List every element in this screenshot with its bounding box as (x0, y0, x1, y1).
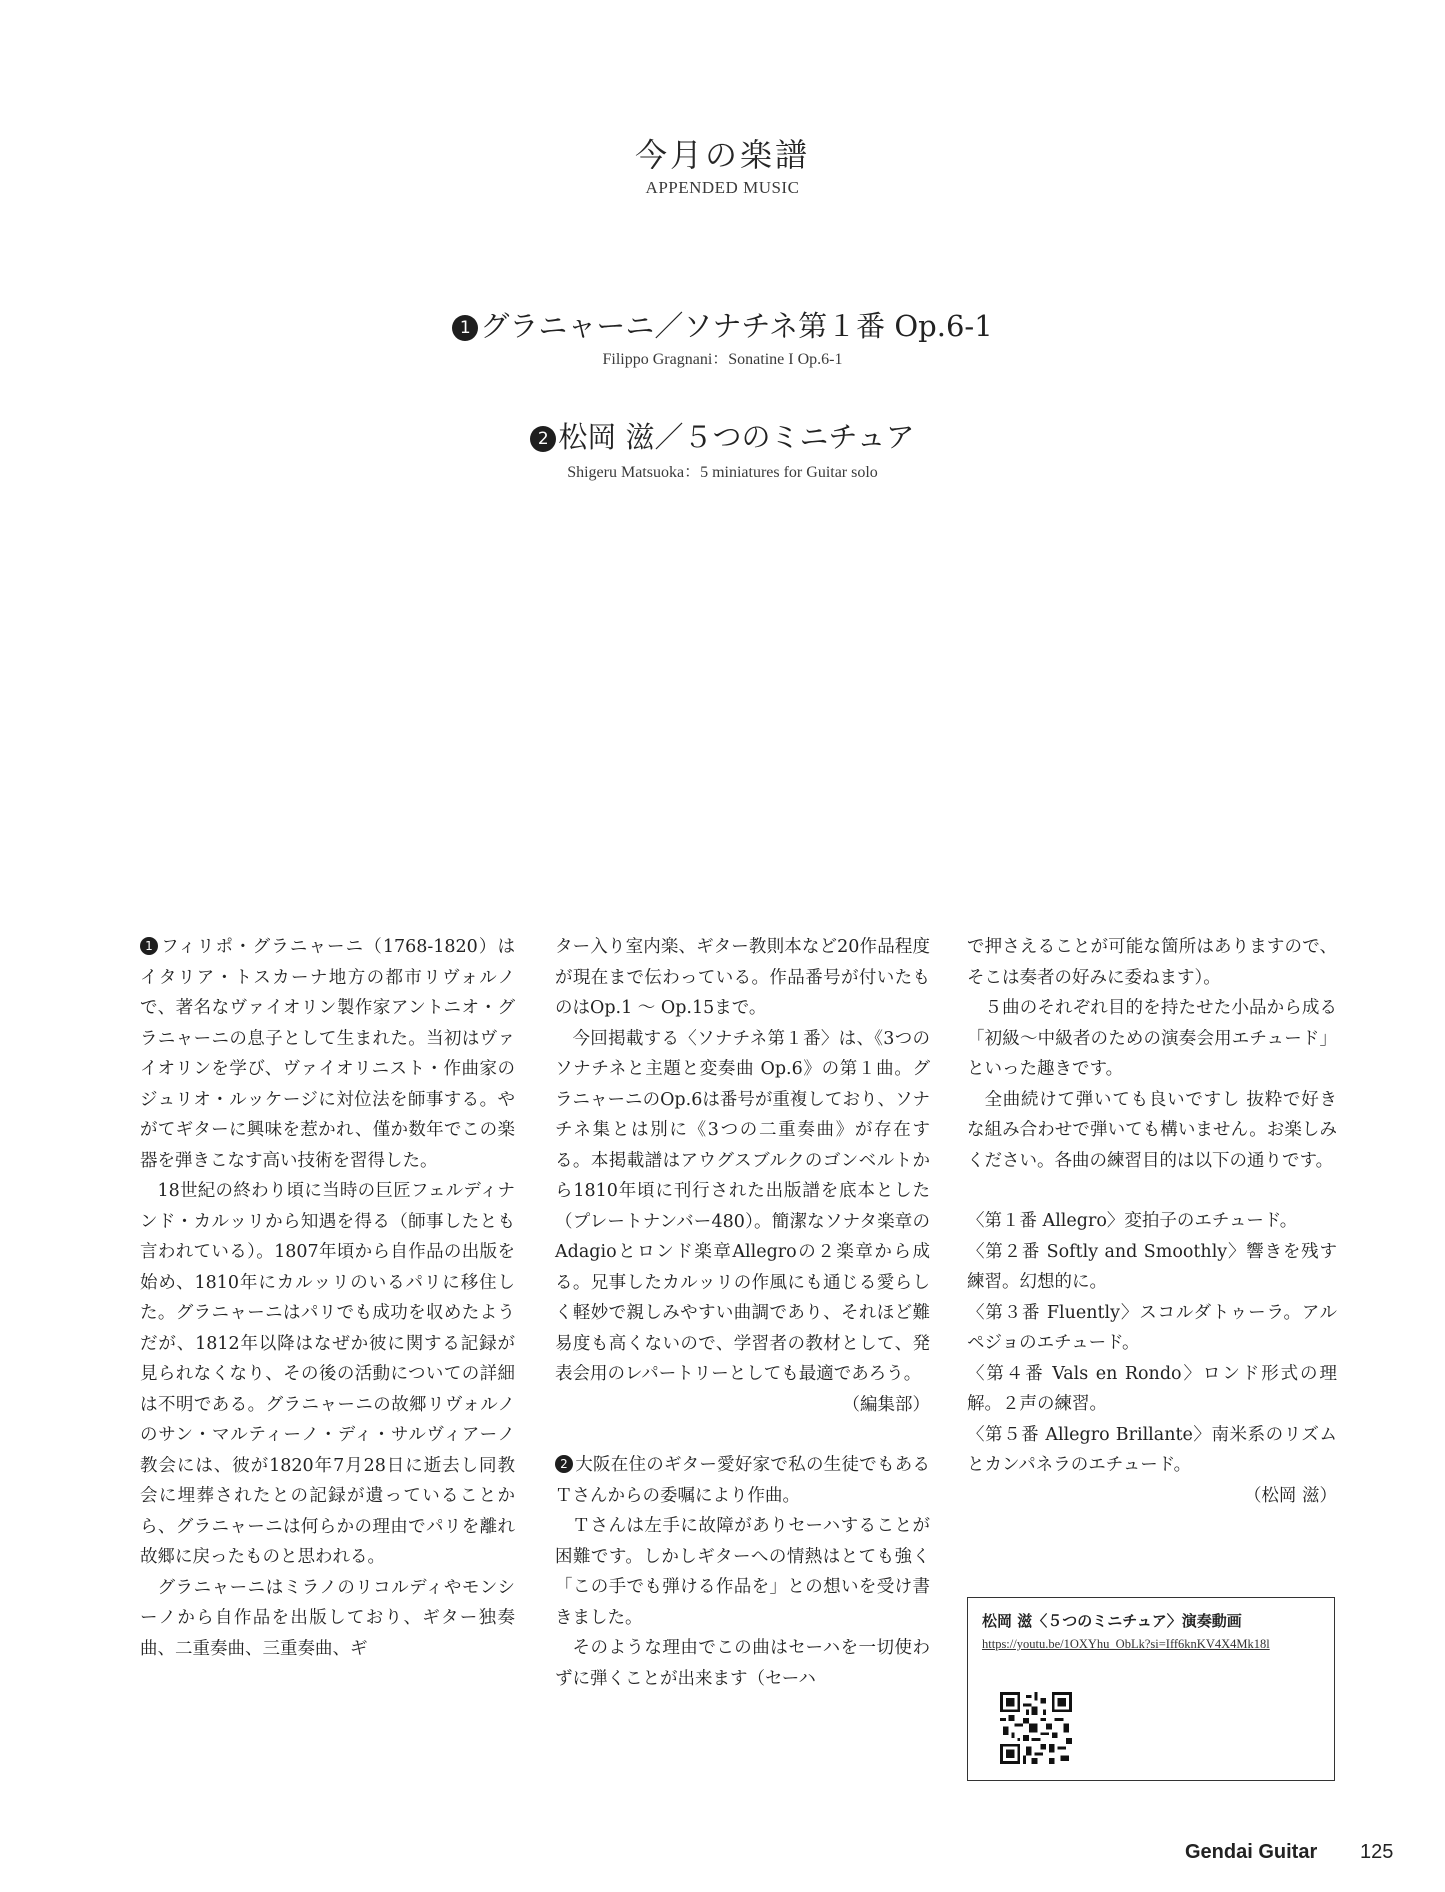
paragraph: 全曲続けて弾いても良いですし 抜粋で好きな組み合わせで弾いても構いません。お楽しみください。各曲の練習目的は以下の通りです。 (967, 1089, 1337, 1171)
paragraph: ５曲のそれぞれ目的を持たせた小品から成る「初級～中級者のための演奏会用エチュード」といった趣きです。 (967, 998, 1337, 1079)
piece-2-title (0, 415, 1445, 456)
list-item: 〈第１番 Allegro〉変拍子のエチュード。 (967, 1211, 1298, 1231)
article-column-2 (555, 932, 930, 1694)
paragraph: そのような理由でこの曲はセーハを一切使わずに弾くことが出来ます（セーハ (555, 1638, 930, 1689)
number-badge-2: 2 (555, 1455, 573, 1473)
qr-code-icon[interactable] (1000, 1692, 1072, 1764)
number-badge-2: 2 (530, 426, 556, 452)
paragraph: 18世紀の終わり頃に当時の巨匠フェルディナンド・カルッリから知遇を得る（師事したとも言われている）。1807年頃から自作品の出版を始め、1810年にカルッリのいるパリに移住した。グラニャーニはパリでも成功を収めたようだが、1812年以降はなぜか彼に関する記録が見られなくなり、その後の活動についての詳細は不明である。グラニャーニの故郷リヴォルノのサン・マルティーノ・ディ・サルヴィアーノ教会には、彼が1820年7月28日に逝去し同教会に埋葬されたとの記録が遺っていることから、グラニャーニは何らかの理由でパリを離れ故郷に戻ったものと思われる。 (140, 1181, 515, 1567)
list-item: 〈第２番 Softly and Smoothly〉響きを残す練習。幻想的に。 (967, 1241, 1337, 1292)
list-item: 〈第３番 Fluently〉スコルダトゥーラ。アルペジョのエチュード。 (967, 1302, 1337, 1353)
page-title: 今月の楽譜 (634, 136, 810, 174)
number-badge-1: 1 (452, 315, 478, 341)
video-link[interactable]: https://youtu.be/1OXYhu_ObLk?si=Iff6knKV4X4Mk18l (982, 1637, 1270, 1651)
article-column-1 (140, 932, 515, 1664)
video-box-title: 松岡 滋〈５つのミニチュア〉演奏動画 (982, 1612, 1242, 1630)
paragraph: グラニャーニはミラノのリコルディやモンシーノから自作品を出版しており、ギター独奏曲、二重奏曲、三重奏曲、ギ (140, 1577, 515, 1659)
paragraph: ター入り室内楽、ギター教則本など20作品程度が現在まで伝わっている。作品番号が付いたものはOp.1 ～ Op.15まで。 (555, 937, 930, 1018)
paragraph: で押さえることが可能な箇所はありますので、そこは奏者の好みに委ねます）。 (967, 937, 1337, 988)
piece-1-subtitle: Filippo Gragnani：Sonatine I Op.6-1 (602, 351, 843, 368)
paragraph-text: フィリポ・グラニャーニ（1768-1820）はイタリア・トスカーナ地方の都市リヴォルノで、著名なヴァイオリン製作家アントニオ・グラニャーニの息子として生まれた。当初はヴァイオリンを学び、ヴァイオリニスト・作曲家のジュリオ・ルッケージに対位法を師事する。やがてギターに興味を惹かれ、僅か数年でこの楽器を弾きこなす高い技術を習得した。 (140, 937, 515, 1171)
list-item: 〈第５番 Allegro Brillante〉南米系のリズムとカンパネラのエチュード。 (967, 1424, 1337, 1475)
piece-2-subtitle: Shigeru Matsuoka：5 miniatures for Guitar solo (567, 464, 878, 481)
piece-2-title-text: 松岡 滋／５つのミニチュア (558, 420, 915, 454)
credit-author: （松岡 滋） (1243, 1485, 1337, 1506)
paragraph (140, 932, 515, 1176)
page-subtitle: APPENDED MUSIC (645, 178, 800, 197)
paragraph-text: 大阪在住のギター愛好家で私の生徒でもあるＴさんからの委嘱により作曲。 (555, 1455, 930, 1506)
video-info-box (967, 1597, 1335, 1781)
article-column-3 (967, 932, 1337, 1511)
magazine-name: Gendai Guitar (1185, 1841, 1318, 1863)
piece-1-title-text: グラニャーニ／ソナチネ第１番 Op.6-1 (480, 309, 993, 343)
credit-editorial: （編集部） (842, 1394, 930, 1415)
paragraph: Ｔさんは左手に故障がありセーハすることが困難です。しかしギターへの情熱はとても強く「この手でも弾ける作品を」との想いを受け書きました。 (555, 1516, 930, 1628)
number-badge-1: 1 (140, 937, 158, 955)
miniature-list (967, 1206, 1337, 1481)
list-item: 〈第４番 Vals en Rondo〉ロンド形式の理解。２声の練習。 (967, 1363, 1337, 1414)
paragraph (555, 1450, 930, 1511)
paragraph: 今回掲載する〈ソナチネ第１番〉は、《3つのソナチネと主題と変奏曲 Op.6》の第１曲。グラニャーニのOp.6は番号が重複しており、ソナチネ集とは別に《3つの二重奏曲》が存在する。本掲載譜はアウグスブルクのゴンベルトから1810年頃に刊行された出版譜を底本とした（プレートナンバー480）。簡潔なソナタ楽章のAdagioとロンド楽章Allegroの２楽章から成る。兄事したカルッリの作風にも通じる愛らしく軽妙で親しみやすい曲調であり、それほど難易度も高くないので、学習者の教材として、発表会用のレパートリーとしても最適であろう。 (555, 1028, 930, 1384)
page-number: 125 (1360, 1841, 1394, 1863)
piece-1-title (0, 304, 1445, 345)
